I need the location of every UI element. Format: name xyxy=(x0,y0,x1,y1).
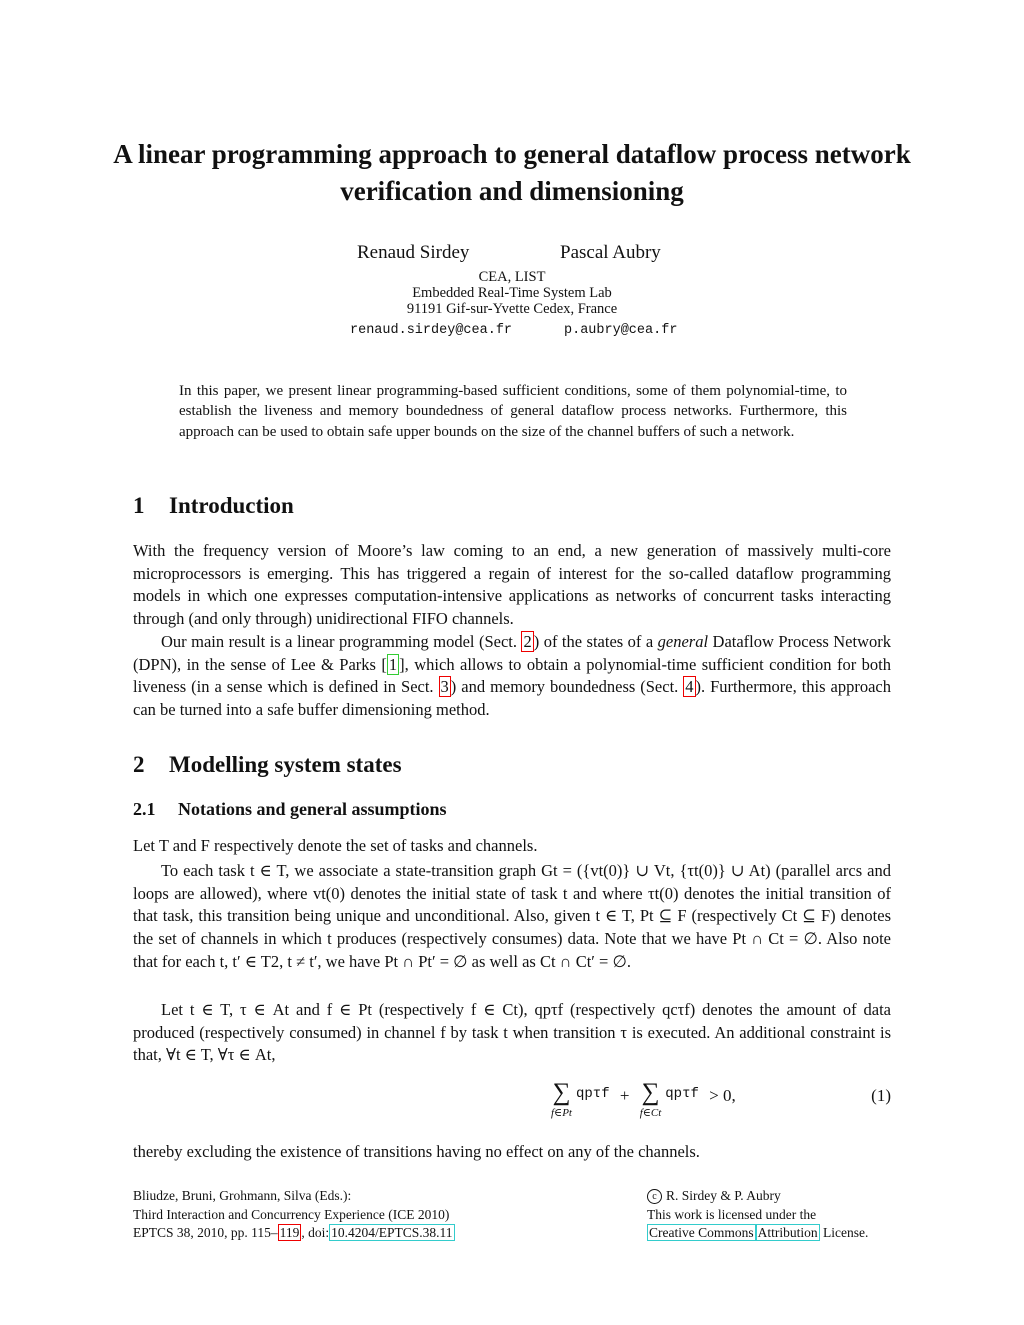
subsection-title: Notations and general assumptions xyxy=(178,799,447,819)
text: Dataflow Process Network (DPN), in the sense of Lee & Parks [ xyxy=(133,632,891,674)
affiliation-line: CEA, LIST xyxy=(478,269,546,285)
notation-paragraph-1: Let T and F respectively denote the set of tasks and channels. xyxy=(133,836,538,855)
footer-line xyxy=(133,1224,455,1243)
section-number: 1 xyxy=(133,493,145,518)
text: ) and memory boundedness (Sect. xyxy=(450,677,684,697)
summation xyxy=(551,1080,572,1120)
email-link[interactable]: p.aubry@cea.fr xyxy=(564,323,678,338)
section-number: 2 xyxy=(133,752,145,777)
copyright-holder: R. Sirdey & P. Aubry xyxy=(666,1188,781,1203)
citation-link[interactable]: 1 xyxy=(388,654,398,674)
author-emails xyxy=(0,323,1024,341)
subsection-number: 2.1 xyxy=(133,799,156,819)
text: ) of the states of a xyxy=(533,632,658,651)
author-name: Pascal Aubry xyxy=(560,242,661,263)
paper-title: A linear programming approach to general dataflow process network verification and dimensioning xyxy=(113,139,911,206)
doi-link[interactable]: 10.4204/EPTCS.38.11 xyxy=(331,1225,453,1240)
intro-paragraph-2 xyxy=(133,631,891,722)
notation-paragraph-2: To each task t ∈ T, we associate a state-transition graph Gt = ({vt(0)} ∪ Vt, {τt(0)} ∪ At) (parallel arcs and loops are allowed), where vt(0) denotes the initial state of task t and where τt(0) denotes the initial transition of that task, this transition being unique and unconditional. Also, given t ∈ T, Pt ⊆ F (respectively Ct ⊆ F) denotes the set of channels in which t produces (respectively consumes) data. Note that we have Pt ∩ Ct = ∅. Also note that for each t, t′ ∈ T2, t ≠ t′, we have Pt ∩ Pt′ = ∅ as well as Ct ∩ Ct′ = ∅. xyxy=(133,861,891,971)
text: Our main result is a linear programming model (Sect. xyxy=(161,632,522,651)
equation-number: (1) xyxy=(871,1086,891,1105)
equation-term: qpτf xyxy=(665,1086,699,1102)
text: ). Furthermore, this approach can be turned into a safe buffer dimensioning method. xyxy=(133,677,891,720)
affiliation-line: 91191 Gif-sur-Yvette Cedex, France xyxy=(406,301,618,317)
affiliation-line: Embedded Real-Time System Lab xyxy=(412,285,612,301)
footer-publication-info xyxy=(133,1187,455,1243)
abstract-text: In this paper, we present linear programming-based sufficient conditions, some of them polynomial-time, to establish the liveness and memory boundedness of general dataflow process networks. Furthermore, this approach can be used to obtain safe upper bounds on the size of the channel buffers of such a network. xyxy=(179,383,847,440)
subsection-heading-notations xyxy=(133,799,447,820)
equation-body xyxy=(551,1080,736,1120)
copyright-icon: c xyxy=(647,1189,662,1204)
footer-license xyxy=(647,1187,868,1243)
equation-term: qpτf xyxy=(575,1086,610,1102)
email-link[interactable]: renaud.sirdey@cea.fr xyxy=(350,323,513,338)
creative-commons-link[interactable]: Creative Commons xyxy=(649,1225,754,1240)
equation-rhs: > 0, xyxy=(709,1086,736,1105)
license-line: This work is licensed under the xyxy=(647,1206,817,1222)
section-link[interactable]: 4 xyxy=(685,677,694,697)
sigma-symbol: ∑ xyxy=(552,1079,571,1106)
footer-line: Third Interaction and Concurrency Experience (ICE 2010) xyxy=(133,1206,450,1222)
author-name: Renaud Sirdey xyxy=(357,242,470,263)
summation xyxy=(640,1080,662,1120)
section-title: Introduction xyxy=(169,493,294,518)
emphasis: general xyxy=(657,632,709,651)
equation-operator: + xyxy=(619,1086,630,1105)
copyright-line xyxy=(647,1187,868,1206)
page-link[interactable]: 119 xyxy=(279,1225,300,1240)
text: License. xyxy=(819,1225,869,1240)
section-heading-modelling xyxy=(133,752,402,778)
intro-paragraph-1: With the frequency version of Moore’s law coming to an end, a new generation of massively multi-core microprocessors is emerging. This has triggered a regain of interest for the so-called dataflow programming models in which one expresses computation-intensive applications as networks of concurrent tasks interacting through (and only through) unidirectional FIFO channels. xyxy=(133,541,891,629)
section-title: Modelling system states xyxy=(169,752,402,777)
section-link[interactable]: 3 xyxy=(440,677,449,697)
sum-index: f∈Pt xyxy=(551,1107,572,1119)
footer-line: Bliudze, Bruni, Grohmann, Silva (Eds.): xyxy=(133,1188,352,1203)
section-heading-introduction xyxy=(133,493,294,519)
author-list xyxy=(0,242,1024,266)
text: ], which allows to obtain a polynomial-time sufficient condition for both liveness (in a sense which is defined in Sect. xyxy=(133,654,891,697)
text: , doi: xyxy=(301,1225,330,1240)
text: EPTCS 38, 2010, pp. 115– xyxy=(133,1225,278,1240)
license-line xyxy=(647,1224,868,1243)
section-link[interactable]: 2 xyxy=(523,632,532,651)
abstract xyxy=(179,381,847,442)
affiliation xyxy=(312,269,712,317)
sigma-symbol: ∑ xyxy=(641,1079,660,1106)
attribution-link[interactable]: Attribution xyxy=(757,1225,818,1240)
notation-paragraph-4: thereby excluding the existence of transitions having no effect on any of the channels. xyxy=(133,1142,700,1161)
equation-1 xyxy=(133,1080,891,1126)
sum-index: f∈Ct xyxy=(639,1107,662,1119)
notation-paragraph-3: Let t ∈ T, τ ∈ At and f ∈ Pt (respectively f ∈ Ct), qpτf (respectively qcτf) denotes the amount of data produced (respectively consumed) in channel f by task t when transition τ is executed. An additional constraint is that, ∀t ∈ T, ∀τ ∈ At, xyxy=(133,1000,891,1065)
